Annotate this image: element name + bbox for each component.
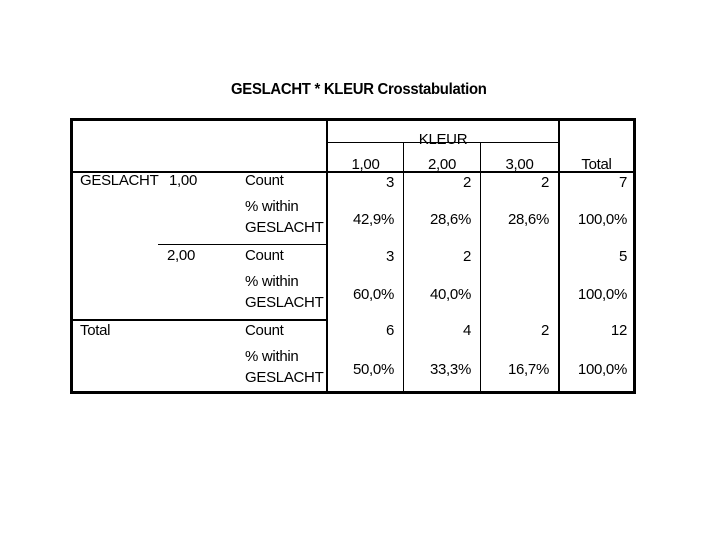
row-variable-label: GESLACHT: [80, 172, 159, 189]
percent-cell: 60,0%: [352, 286, 394, 303]
table-border-right: [633, 118, 636, 394]
percent-cell: 16,7%: [507, 361, 549, 378]
group-divider-total: [70, 319, 328, 321]
group-divider-1: [158, 244, 328, 245]
stat-label-percent: % within: [245, 348, 299, 365]
count-cell: 4: [462, 322, 471, 339]
percent-cell: 33,3%: [429, 361, 471, 378]
stat-label-percent-variable: GESLACHT: [245, 219, 324, 236]
stat-label-percent: % within: [245, 273, 299, 290]
count-cell: 3: [385, 248, 394, 265]
stat-label-percent: % within: [245, 198, 299, 215]
count-cell: 2: [540, 174, 549, 191]
stat-label-count: Count: [245, 247, 284, 264]
percent-cell: 50,0%: [352, 361, 394, 378]
count-cell-total: 5: [618, 248, 627, 265]
column-variable-label: KLEUR: [418, 131, 468, 148]
percent-cell-total: 100,0%: [577, 361, 627, 378]
stat-label-percent-variable: GESLACHT: [245, 294, 324, 311]
row-group-label: 1,00: [169, 172, 197, 189]
percent-cell: 28,6%: [507, 211, 549, 228]
table-border-bottom: [70, 391, 636, 394]
crosstab-title: GESLACHT * KLEUR Crosstabulation: [231, 81, 487, 98]
count-cell: 3: [385, 174, 394, 191]
table-border-left: [70, 118, 73, 394]
column-header: 2,00: [428, 156, 456, 173]
percent-cell: 40,0%: [429, 286, 471, 303]
column-header: 3,00: [505, 156, 534, 173]
percent-cell: 42,9%: [352, 211, 394, 228]
row-group-label: 2,00: [167, 247, 195, 264]
stat-label-count: Count: [245, 322, 284, 339]
column-header-total: Total: [581, 156, 612, 173]
count-cell-total: 7: [618, 174, 627, 191]
percent-cell-total: 100,0%: [577, 286, 627, 303]
percent-cell-total: 100,0%: [577, 211, 627, 228]
count-cell: 2: [462, 248, 471, 265]
count-cell-total: 12: [610, 322, 627, 339]
count-cell: 2: [540, 322, 549, 339]
stat-label-percent-variable: GESLACHT: [245, 369, 324, 386]
total-row-label: Total: [80, 322, 111, 339]
table-border-top: [70, 118, 636, 121]
percent-cell: 28,6%: [429, 211, 471, 228]
column-header: 1,00: [351, 156, 380, 173]
count-cell: 6: [385, 322, 394, 339]
stat-label-count: Count: [245, 172, 284, 189]
count-cell: 2: [462, 174, 471, 191]
